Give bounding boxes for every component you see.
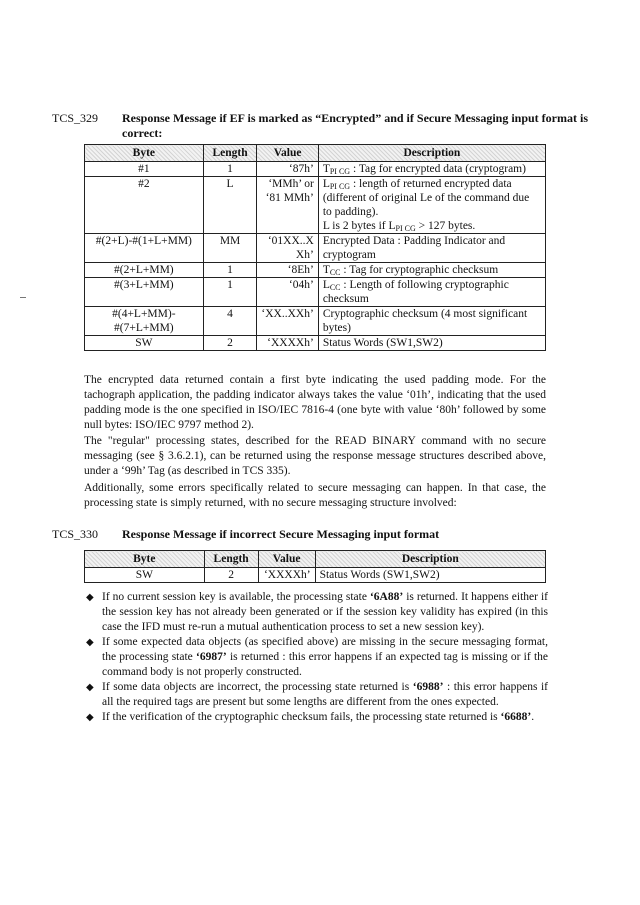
header-description: Description (318, 145, 545, 162)
table-row (85, 263, 546, 278)
header-description: Description (315, 551, 545, 568)
error-state-list (84, 590, 548, 725)
header-length: Length (204, 551, 258, 568)
cell-length: 2 (204, 568, 258, 583)
list-item-text: If some expected data objects (as specified above) are missing in the secure messaging format, the processing state ‘6987’ is returned : this error happens if an expected tag is missing or if the command body is not properly constructed. (102, 636, 548, 678)
cell-value: ‘XXXXh’ (257, 336, 318, 351)
response-table-encrypted (84, 144, 546, 351)
cell-description: $L_{PI CG}$ : length of returned encrypted data (different of original Le of the command due to padding). L is 2 bytes if $L_{PI CG} > 127$ bytes. (318, 177, 545, 234)
cell-byte: #(2+L)-#(1+L+MM) (85, 234, 204, 263)
list-item-text: If some data objects are incorrect, the processing state returned is ‘6988’ : this error happens if all the required tags are present but some lengths are different from the ones expected. (102, 681, 548, 708)
cell-description: $L_{CC}$ : Length of following cryptographic checksum (318, 278, 545, 307)
header-value: Value (258, 551, 315, 568)
bullet-icon: ◆ (86, 592, 94, 603)
cell-value: ‘MMh’ or ‘81 MMh’ (257, 177, 318, 234)
cell-description: $T_{CC}$ : Tag for cryptographic checksum (318, 263, 545, 278)
paragraph-padding: The encrypted data returned contain a first byte indicating the used padding mode. For the tachograph application, the padding indicator always takes the value ‘01h’, indicating that the used padding mode is the one specified in ISO/IEC 7816-4 (one byte with value ‘80h’ followed by some null bytes: ISO/IEC 9797 method 2). (84, 374, 546, 431)
table-row (85, 162, 546, 177)
bullet-icon: ◆ (86, 637, 94, 648)
bullet-icon: ◆ (86, 682, 94, 693)
header-value: Value (257, 145, 318, 162)
requirement-id: TCS_329 (52, 111, 99, 125)
cell-length: 2 (203, 336, 257, 351)
table-row (85, 568, 546, 583)
cell-value: ‘XXXXh’ (258, 568, 315, 583)
list-item-text: If no current session key is available, the processing state ‘6A88’ is returned. It happens either if the session key has not already been generated or if the session key validity has expired (in this case the IFD must re-run a mutual authentication process to set a new session key). (102, 591, 548, 633)
table-row (85, 278, 546, 307)
cell-value: ‘87h’ (257, 162, 318, 177)
cell-byte: #(2+L+MM) (85, 263, 204, 278)
cell-description: Status Words (SW1,SW2) (315, 568, 545, 583)
header-byte: Byte (85, 145, 204, 162)
cell-byte: #1 (85, 162, 204, 177)
cell-length: 1 (203, 263, 257, 278)
list-item (84, 590, 548, 635)
list-item (84, 710, 548, 725)
table-header-row (85, 551, 546, 568)
requirement-title: Response Message if EF is marked as “Encrypted” and if Secure Messaging input format is correct: (122, 111, 588, 140)
table-row (85, 177, 546, 234)
bullet-icon: ◆ (86, 712, 94, 723)
cell-value: ‘04h’ (257, 278, 318, 307)
paragraph-errors: Additionally, some errors specifically related to secure messaging can happen. In that case, the processing state is simply returned, with no secure messaging structure involved: (84, 482, 546, 509)
paragraph-processing-states: The "regular" processing states, described for the READ BINARY command with no secure messaging (see § 3.6.2.1), can be returned using the response message structures described above, under a ‘99h’ Tag (as described in TCS 335). (84, 435, 546, 477)
cell-byte: #(3+L+MM) (85, 278, 204, 307)
requirement-id: TCS_330 (52, 527, 99, 541)
response-table-incorrect (84, 550, 546, 583)
cell-length: 1 (203, 278, 257, 307)
cell-value: ‘8Eh’ (257, 263, 318, 278)
cell-value: ‘01XX..X Xh’ (257, 234, 318, 263)
cell-description: Encrypted Data : Padding Indicator and cryptogram (318, 234, 545, 263)
cell-length: 4 (203, 307, 257, 336)
table-row (85, 307, 546, 336)
cell-byte: SW (85, 336, 204, 351)
header-length: Length (203, 145, 257, 162)
cell-description: Cryptographic checksum (4 most significant bytes) (318, 307, 545, 336)
list-item (84, 635, 548, 680)
cell-value: ‘XX..XXh’ (257, 307, 318, 336)
cell-length: 1 (203, 162, 257, 177)
cell-byte: #2 (85, 177, 204, 234)
cell-length: MM (203, 234, 257, 263)
table-header-row (85, 145, 546, 162)
list-item-text: If the verification of the cryptographic checksum fails, the processing state returned is ‘6688’. (102, 711, 535, 723)
table-row (85, 234, 546, 263)
requirement-title: Response Message if incorrect Secure Messaging input format (122, 527, 440, 541)
table-row (85, 336, 546, 351)
cell-length: L (203, 177, 257, 234)
list-item (84, 680, 548, 710)
margin-mark (20, 297, 26, 298)
cell-byte: #(4+L+MM)- #(7+L+MM) (85, 307, 204, 336)
cell-byte: SW (85, 568, 205, 583)
header-byte: Byte (85, 551, 205, 568)
cell-description: Status Words (SW1,SW2) (318, 336, 545, 351)
cell-description: $T_{PI CG}$ : Tag for encrypted data (cryptogram) (318, 162, 545, 177)
